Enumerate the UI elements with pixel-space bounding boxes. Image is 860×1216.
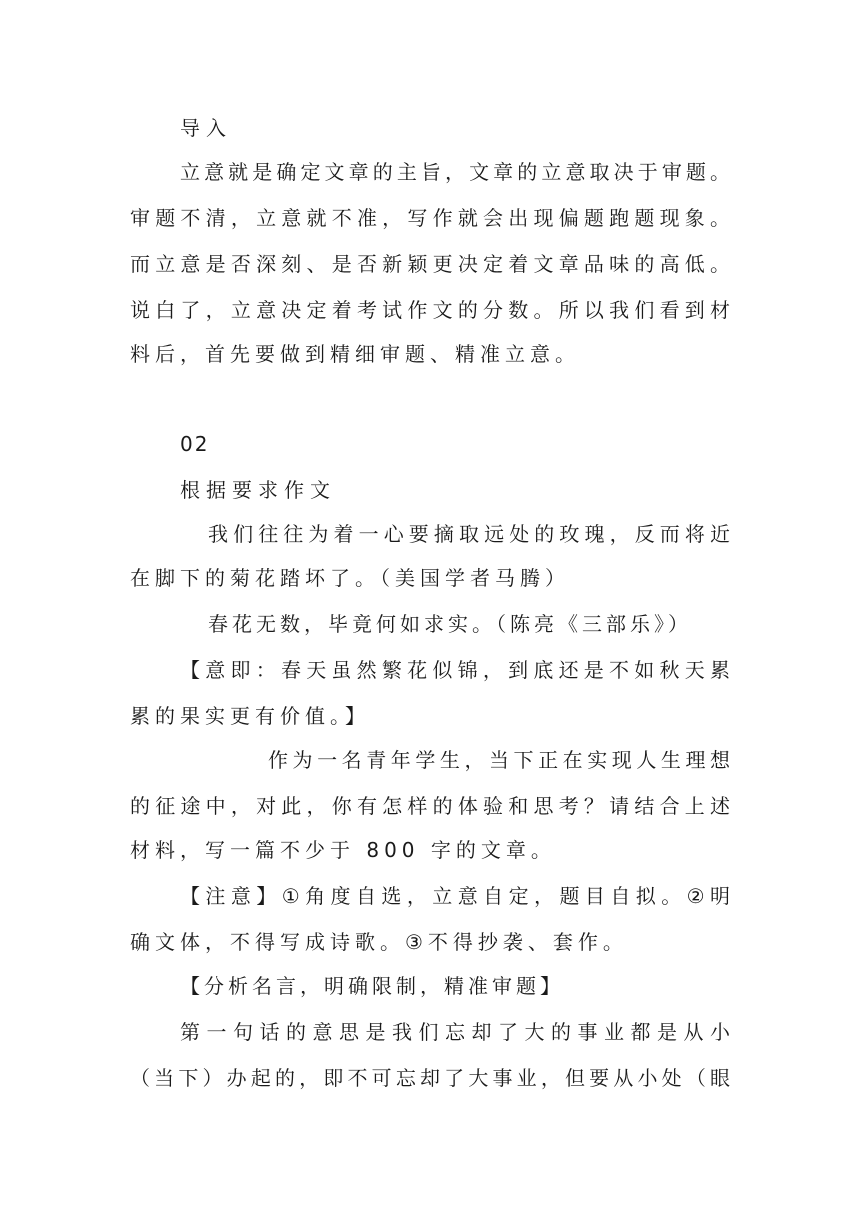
- analysis-line: （当下）办起的，即不可忘却了大事业，但要从小处（眼: [130, 1066, 730, 1090]
- analysis-heading: 【分析名言，明确限制，精准审题】: [180, 974, 564, 998]
- quote-line: 我们往往为着一心要摘取远处的玫瑰，反而将近: [208, 522, 730, 546]
- intro-line: 审题不清，立意就不准，写作就会出现偏题跑题现象。: [130, 206, 730, 230]
- prompt-line: 作为一名青年学生，当下正在实现人生理想: [268, 748, 730, 772]
- meaning-line: 累的果实更有价值。】: [130, 704, 370, 728]
- notice-line: 确文体，不得写成诗歌。③不得抄袭、套作。: [130, 930, 628, 954]
- prompt-line: 材料，写一篇不少于 800 字的文章。: [130, 838, 556, 862]
- intro-line: 料后，首先要做到精细审题、精准立意。: [130, 342, 580, 366]
- intro-line: 说白了，立意决定着考试作文的分数。所以我们看到材: [130, 298, 730, 322]
- intro-line: 立意就是确定文章的主旨，文章的立意取决于审题。: [180, 160, 730, 184]
- section-title: 根据要求作文: [180, 478, 336, 502]
- quote-line: 春花无数，毕竟何如求实。（陈亮《三部乐》）: [208, 612, 692, 636]
- analysis-line: 第一句话的意思是我们忘却了大的事业都是从小: [180, 1020, 730, 1044]
- intro-line: 而立意是否深刻、是否新颖更决定着文章品味的高低。: [130, 252, 730, 276]
- notice-line: 【注意】①角度自选，立意自定，题目自拟。②明: [180, 884, 730, 908]
- section-number: 02: [180, 432, 210, 456]
- intro-heading: 导入: [180, 116, 232, 140]
- prompt-line: 的征途中，对此，你有怎样的体验和思考？请结合上述: [130, 794, 730, 818]
- quote-line: 在脚下的菊花踏坏了。（美国学者马腾）: [130, 566, 570, 590]
- meaning-line: 【意即：春天虽然繁花似锦，到底还是不如秋天累: [180, 658, 730, 682]
